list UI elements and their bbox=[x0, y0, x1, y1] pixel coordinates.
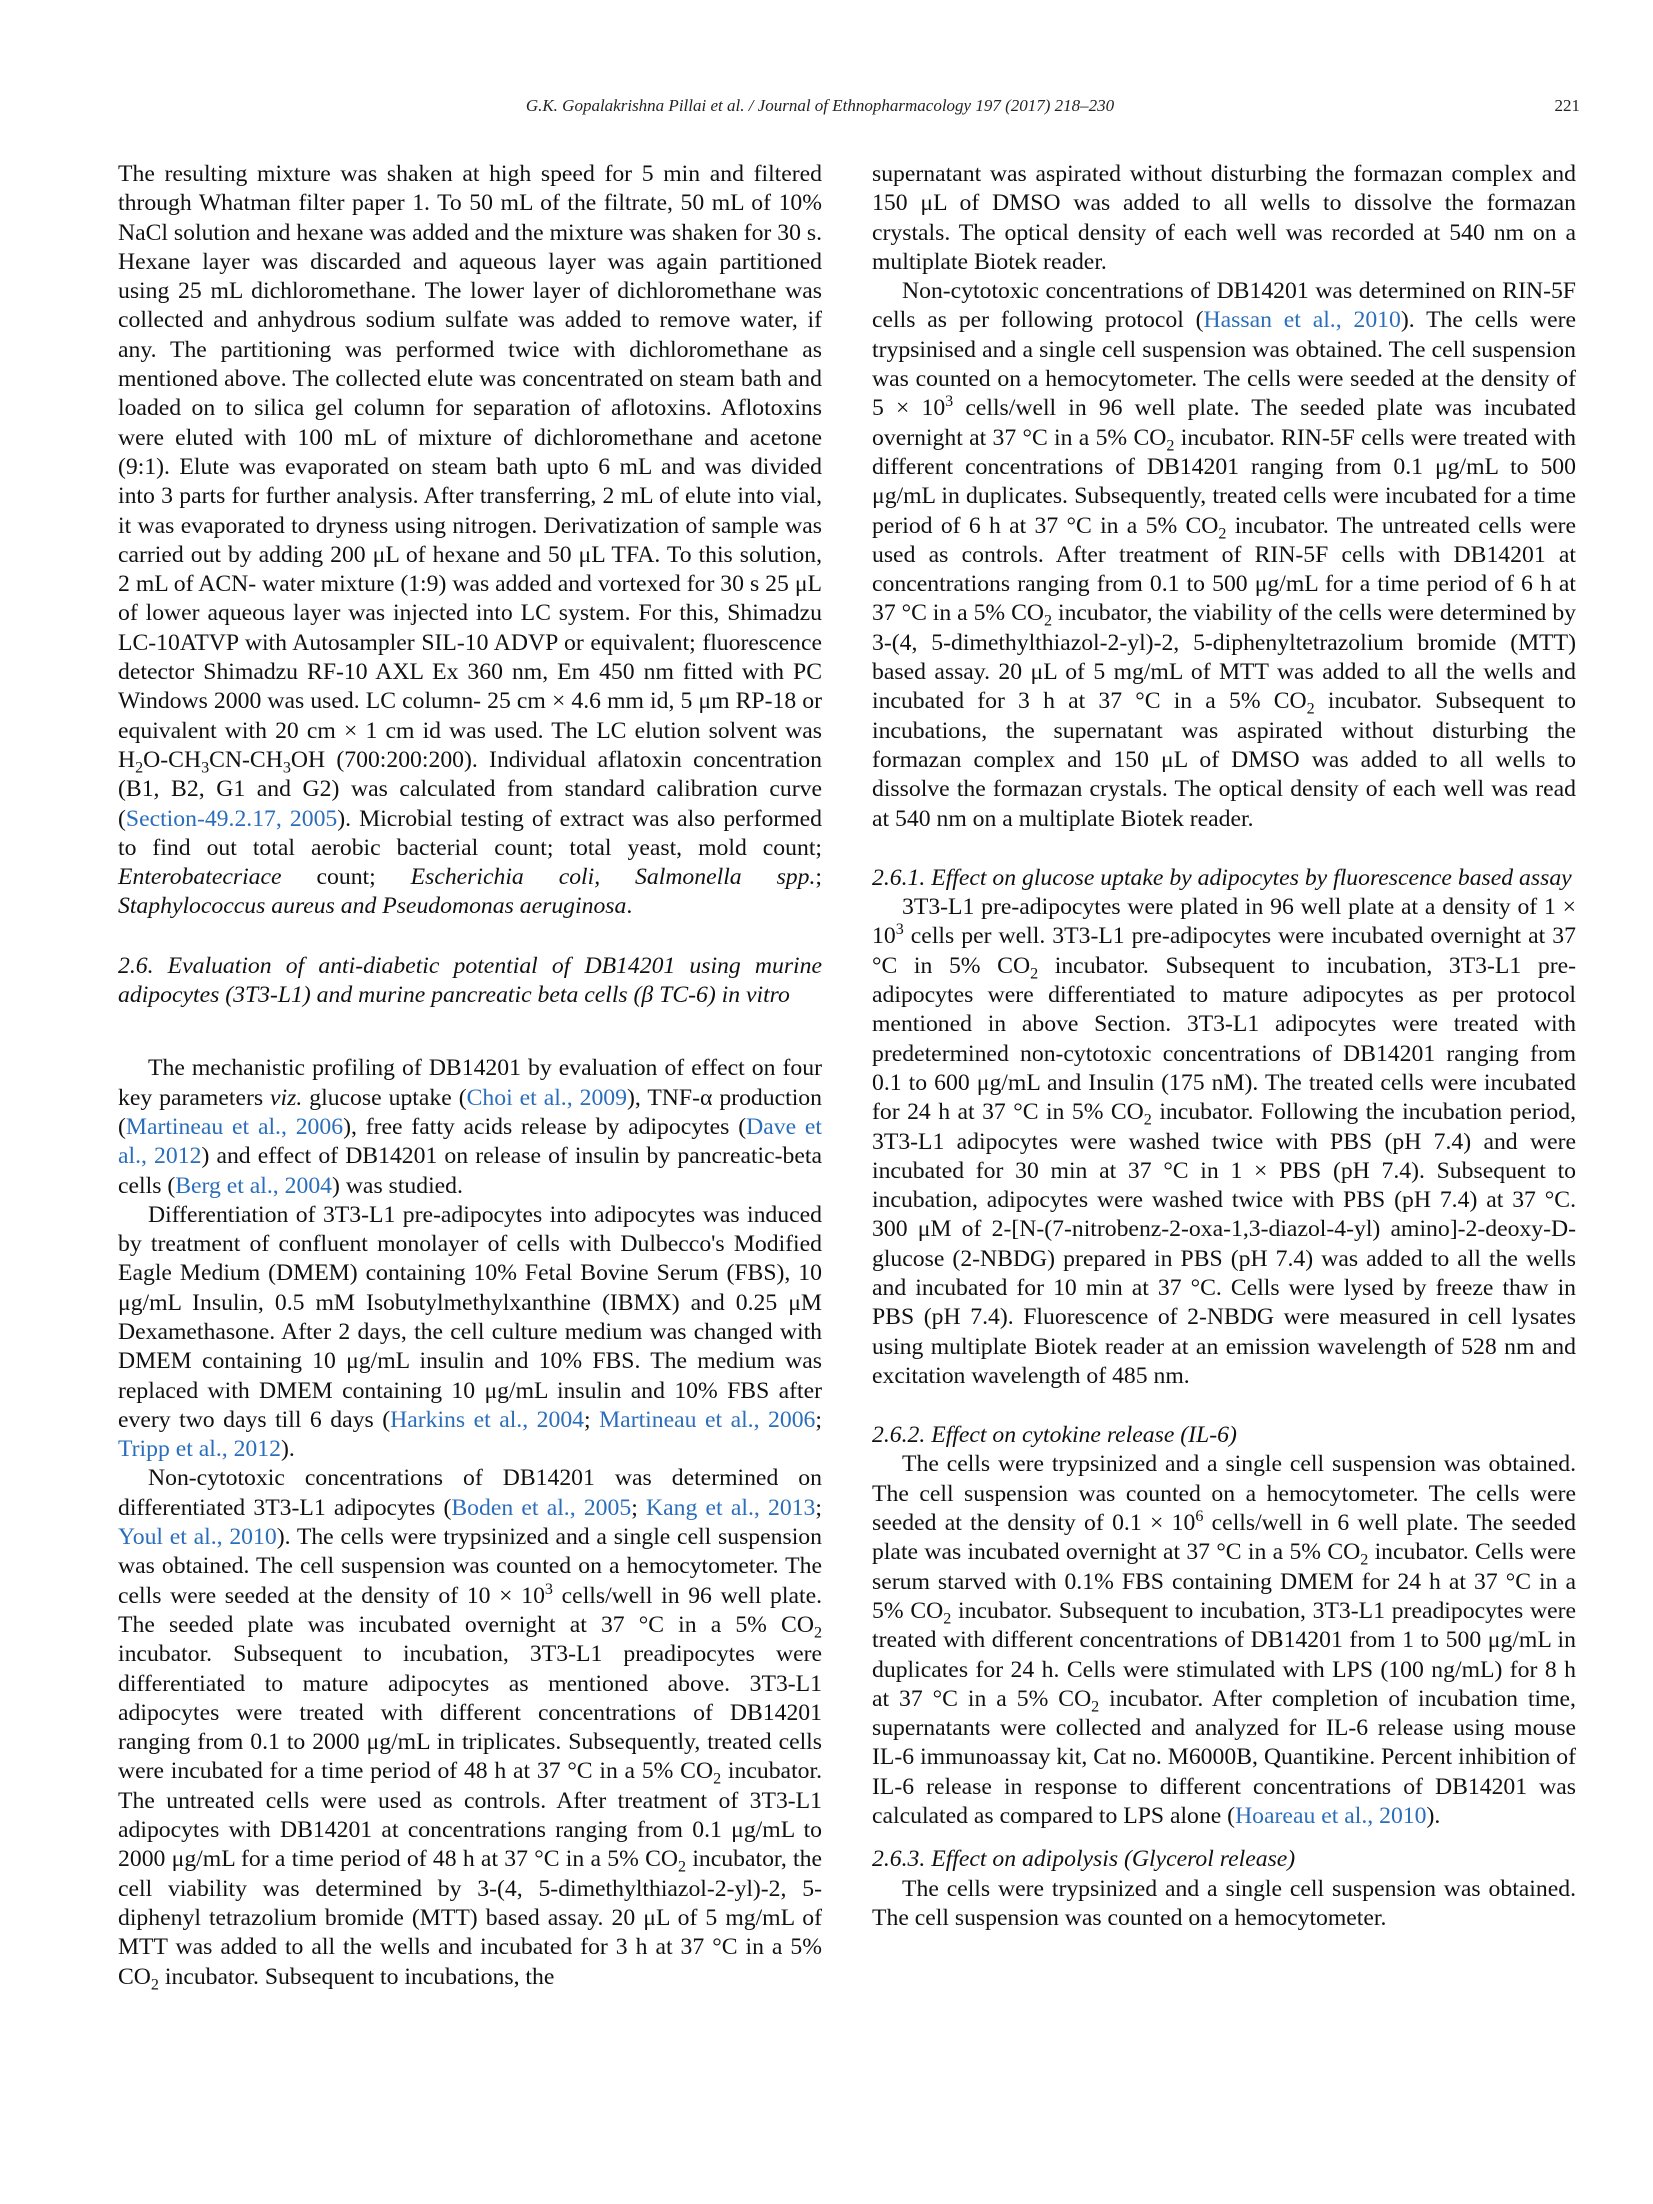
text-run: cells/well in 96 well plate. The seeded plate was incubated overnight at 37 °C in a 5% CO bbox=[872, 395, 1577, 451]
subscript: 2 bbox=[1218, 525, 1227, 543]
solvent-formula bbox=[118, 746, 326, 777]
text-run: ; bbox=[815, 864, 822, 891]
text-run: The resulting mixture was shaken at high speed for 5 min and filtered through Whatman filter paper 1. To 50 mL of the filtrate, 50 mL of 10% NaCl solution and hexane was added and the mixture was shaken for 30 s. Hexane layer was discarded and aqueous layer was again partitioned using 25 mL dichloromethane. The lower layer of dichloromethane was collected and anhydrous sodium sulfate was added to remove water, if any. The partitioning was performed twice with dichloromethane as mentioned above. The collected elute was concentrated on steam bath and loaded on to silica gel column for separation of aflotoxins. Aflotoxins were eluted with 100 mL of mixture of dichloromethane and acetone (9:1). Elute was evaporated on steam bath upto 6 mL and was divided into 3 parts for further analysis. After transferring, 2 mL of elute into vial, it was evaporated to dryness using nitrogen. Derivatization of sample was carried out by adding 200 μL of hexane and 50 μL TFA. To this solution, 2 mL of ACN- water mixture (1:9) was added and vortexed for 30 s 25 μL of lower aqueous layer was injected into LC system. For this, Shimadzu LC-10ATVP with Autosampler SIL-10 ADVP or equivalent; fluorescence detector Shimadzu RF-10 AXL Ex 360 nm, Em 450 nm fitted with PC Windows 2000 was used. LC column- 25 cm × 4.6 mm id, 5 μm RP-18 or equivalent with 20 cm × 1 cm id was used. The LC elution solvent was bbox=[118, 161, 822, 744]
page-number: 221 bbox=[1554, 96, 1580, 115]
text-run: ). Microbial testing of extract was also performed to find out total aerobic bacterial count; total yeast, mold count; bbox=[118, 805, 822, 861]
superscript: 3 bbox=[544, 1580, 553, 1598]
citation-link[interactable]: Martineau et al., 2006 bbox=[125, 1113, 344, 1140]
running-title: G.K. Gopalakrishna Pillai et al. / Journal of Ethnopharmacology 197 (2017) 218–230 bbox=[525, 96, 1115, 115]
text-run: incubator. The untreated cells were used as controls. After treatment of 3T3-L1 adipocytes with DB14201 at concentrations ranging from 0.1 μg/mL to 2000 μg/mL for a time period of 48 h at 37 °C in a 5% CO bbox=[118, 1758, 822, 1873]
text-run: cells per well. 3T3-L1 pre-adipocytes were incubated overnight at 37 °C in 5% CO bbox=[872, 923, 1576, 979]
subscript: 3 bbox=[282, 759, 291, 777]
text-run: incubator, the viability of the cells were determined by 3-(4, 5-dimethylthiazol-2-yl)-2, 5-diphenyltetrazolium bromide (MTT) based assay. 20 μL of 5 mg/mL of MTT was added to all the wells and incubated for 3 h at 37 °C in a 5% CO bbox=[872, 600, 1577, 715]
text-run: incubator. Subsequent to incubations, the supernatant was aspirated without disturbing the formazan complex and 150 μL of DMSO was added to all wells to dissolve the formazan crystals. The optical density of each well was read at 540 nm on a multiplate Biotek reader. bbox=[872, 688, 1576, 832]
text-run: ; bbox=[815, 1406, 822, 1433]
text-run: CN-CH bbox=[209, 746, 283, 773]
text-run: ; bbox=[815, 1494, 822, 1521]
text-run: count; bbox=[281, 864, 411, 891]
citation-link[interactable]: Section-49.2.17, 2005 bbox=[125, 805, 338, 832]
text-run: ). The cells were trypsinised and a single cell suspension was obtained. The cell suspension was counted on a hemocytometer. The cells were seeded at the density of 5 × 10 bbox=[872, 307, 1577, 422]
subscript: 2 bbox=[1091, 1698, 1100, 1716]
citation-link[interactable]: Hassan et al., 2010 bbox=[1203, 307, 1401, 334]
text-run: 3T3-L1 pre-adipocytes were plated in 96 well plate at a density of 1 × 10 bbox=[872, 894, 1576, 950]
italic-term: viz. bbox=[270, 1084, 303, 1111]
text-run: . bbox=[626, 893, 633, 920]
text-run: incubator. After completion of incubation time, supernatants were collected and analyzed for IL-6 release using mouse IL-6 immunoassay kit, Cat no. M6000B, Quantikine. Percent inhibition of IL-6 release in response to different concentrations of DB14201 was calculated as compared to LPS alone ( bbox=[872, 1685, 1576, 1830]
superscript: 6 bbox=[1195, 1508, 1204, 1526]
text-run: incubator, the cell viability was determined by 3-(4, 5-dimethylthiazol-2-yl)-2, 5-diphenyl tetrazolium bromide (MTT) based assay. 20 μL of 5 mg/mL of MTT was added to all the wells and incubated for 3 h at 37 °C in a 5% CO bbox=[118, 1846, 822, 1990]
text-run: incubator. Subsequent to incubation, 3T3-L1 preadipocytes were differentiated to mature adipocytes as mentioned above. 3T3-L1 adipocytes were treated with different concentrations of DB14201 ranging from 0.1 to 2000 μg/mL in triplicates. Subsequently, treated cells were incubated for a time period of 48 h at 37 °C in a 5% CO bbox=[118, 1641, 822, 1785]
text-run: ). The cells were trypsinized and a single cell suspension was obtained. The cell suspension was counted on a hemocytometer. The cells were seeded at the density of 10 × 10 bbox=[118, 1524, 822, 1609]
section-heading-2-6: 2.6. Evaluation of anti-diabetic potential of DB14201 using murine adipocytes (3T3-L1) and murine pancreatic beta cells (β TC-6) in vitro bbox=[118, 952, 822, 1009]
subscript: 2 bbox=[150, 1976, 159, 1994]
left-column bbox=[118, 160, 822, 1992]
superscript: 3 bbox=[945, 393, 954, 411]
paragraph-adipolysis: The cells were trypsinized and a single cell suspension was obtained. The cell suspension was counted on a hemocytometer. bbox=[872, 1875, 1576, 1931]
text-run: ; bbox=[584, 1406, 600, 1433]
citation-link[interactable]: Berg et al., 2004 bbox=[175, 1172, 333, 1199]
subscript: 2 bbox=[813, 1624, 822, 1642]
text-run: cells/well in 6 well plate. The seeded plate was incubated overnight at 37 °C in a 5% CO bbox=[872, 1510, 1577, 1566]
text-run: cells/well in 96 well plate. The seeded plate was incubated overnight at 37 °C in a 5% CO bbox=[118, 1582, 822, 1638]
text-run: glucose uptake ( bbox=[302, 1084, 467, 1111]
text-run: ). bbox=[280, 1436, 295, 1463]
right-column bbox=[872, 160, 1576, 1933]
subscript: 2 bbox=[1030, 965, 1039, 983]
text-run: Non-cytotoxic concentrations of DB14201 was determined on differentiated 3T3-L1 adipocytes ( bbox=[118, 1465, 822, 1521]
text-run: OH bbox=[290, 746, 326, 773]
citation-link[interactable]: Tripp et al., 2012 bbox=[118, 1436, 281, 1463]
text-run: incubator. Cells were serum starved with 0.1% FBS containing DMEM for 24 h at 37 °C in a 5% CO bbox=[872, 1539, 1576, 1624]
text-run: Differentiation of 3T3-L1 pre-adipocytes into adipocytes was induced by treatment of confluent monolayer of cells with Dulbecco's Modified Eagle Medium (DMEM) containing 10% Fetal Bovine Serum (FBS), 10 μg/mL Insulin, 0.5 mM Isobutylmethylxanthine (IBMX) and 0.25 μM Dexamethasone. After 2 days, the cell culture medium was changed with DMEM containing 10 μg/mL insulin and 10% FBS. The medium was replaced with DMEM containing 10 μg/mL insulin and 10% FBS after every two days till 6 days ( bbox=[118, 1201, 822, 1433]
citation-link[interactable]: Boden et al., 2005 bbox=[451, 1494, 632, 1521]
superscript: 3 bbox=[895, 921, 904, 939]
paragraph-differentiation bbox=[118, 1201, 822, 1465]
text-run: ), free fatty acids release by adipocytes ( bbox=[343, 1113, 747, 1140]
subscript: 2 bbox=[1143, 1111, 1152, 1129]
subscript: 2 bbox=[135, 759, 144, 777]
citation-link[interactable]: Hoareau et al., 2010 bbox=[1235, 1803, 1427, 1830]
paragraph-mechanistic-profiling bbox=[118, 1054, 822, 1200]
section-heading-2-6-2: 2.6.2. Effect on cytokine release (IL-6) bbox=[872, 1422, 1237, 1449]
subscript: 2 bbox=[1166, 437, 1175, 455]
paragraph-supernatant: supernatant was aspirated without disturbing the formazan complex and 150 μL of DMSO was added to all wells to dissolve the formazan crystals. The optical density of each well was recorded at 540 nm on a multiplate Biotek reader. bbox=[872, 161, 1576, 275]
text-run: The cells were trypsinized and a single cell suspension was obtained. The cell suspension was counted on a hemocytometer. The cells were seeded at the density of 0.1 × 10 bbox=[872, 1451, 1576, 1537]
text-run: H bbox=[118, 746, 136, 773]
italic-term: Staphylococcus aureus and Pseudomonas aeruginosa bbox=[118, 893, 627, 920]
subscript: 2 bbox=[1306, 701, 1315, 719]
citation-link[interactable]: Youl et al., 2010 bbox=[118, 1524, 277, 1551]
text-run: incubator. Subsequent to incubations, the bbox=[158, 1963, 555, 1990]
paragraph-noncytotoxic-rin5f bbox=[872, 277, 1576, 834]
text-run: incubator. Following the incubation period, 3T3-L1 adipocytes were washed twice with PBS (pH 7.4) and were incubated for 30 min at 37 °C in 1 × PBS (pH 7.4). Subsequent to incubation, adipocytes were washed twice with PBS (pH 7.4) at 37 °C. 300 μM of 2-[N-(7-nitrobenz-2-oxa-1,3-diazol-4-yl) amino]-2-deoxy-D-glucose (2-NBDG) prepared in PBS (pH 7.4) was added to all the wells and incubated for 10 min at 37 °C. Cells were lysed by freeze thaw in PBS (pH 7.4). Fluorescence of 2-NBDG were measured in cell lysates using multiplate Biotek reader at an emission wavelength of 528 nm and excitation wavelength of 485 nm. bbox=[872, 1099, 1576, 1389]
section-heading-2-6-1: 2.6.1. Effect on glucose uptake by adipocytes by fluorescence based assay bbox=[872, 864, 1572, 891]
subscript: 3 bbox=[201, 759, 210, 777]
text-run: ; bbox=[631, 1494, 647, 1521]
subscript: 2 bbox=[1044, 613, 1053, 631]
citation-link[interactable]: Dave et al., 2012 bbox=[118, 1113, 822, 1170]
italic-term: Escherichia coli, Salmonella spp. bbox=[410, 864, 816, 891]
text-run: ), TNF-α production ( bbox=[118, 1084, 822, 1140]
subscript: 2 bbox=[943, 1610, 952, 1628]
subscript: 2 bbox=[678, 1859, 687, 1877]
text-run: (700:200:200). Individual aflatoxin concentration (B1, B2, G1 and G2) was calculated from standard calibration curve ( bbox=[118, 746, 822, 832]
text-run: incubator. Subsequent to incubation, 3T3-L1 pre-adipocytes were differentiated to mature adipocytes as per protocol mentioned in above Section. 3T3-L1 adipocytes were treated with predetermined non-cytotoxic concentrations of DB14201 ranging from 0.1 to 600 μg/mL and Insulin (175 nM). The treated cells were incubated for 24 h at 37 °C in 5% CO bbox=[872, 952, 1576, 1126]
text-run: incubator. The untreated cells were used as controls. After treatment of RIN-5F cells with DB14201 at concentrations ranging from 0.1 to 500 μg/mL for a time period of 6 h at 37 °C in a 5% CO bbox=[872, 512, 1576, 627]
subscript: 2 bbox=[1360, 1552, 1369, 1570]
italic-term: Enterobatecriace bbox=[118, 864, 282, 891]
text-run: incubator. RIN-5F cells were treated with different concentrations of DB14201 ranging from 0.1 μg/mL to 500 μg/mL in duplicates. Subsequently, treated cells were incubated for a time period of 6 h at 37 °C in a 5% CO bbox=[872, 424, 1576, 539]
text-run: Non-cytotoxic concentrations of DB14201 was determined on RIN-5F cells as per following protocol ( bbox=[872, 278, 1576, 334]
citation-link[interactable]: Kang et al., 2013 bbox=[646, 1494, 816, 1521]
text-run: The mechanistic profiling of DB14201 by evaluation of effect on four key parameters bbox=[118, 1055, 822, 1111]
citation-link[interactable]: Harkins et al., 2004 bbox=[390, 1406, 585, 1433]
citation-link[interactable]: Martineau et al., 2006 bbox=[599, 1406, 816, 1433]
text-run: incubator. Subsequent to incubation, 3T3-L1 preadipocytes were treated with different concentrations of DB14201 from 1 to 500 μg/mL in duplicates for 24 h. Cells were stimulated with LPS (100 ng/mL) for 8 h at 37 °C in a 5% CO bbox=[872, 1597, 1577, 1712]
text-run: ) and effect of DB14201 on release of insulin by pancreatic-beta cells ( bbox=[118, 1143, 822, 1199]
paragraph-aflatoxin-analysis bbox=[118, 160, 822, 922]
paragraph-glucose-uptake bbox=[872, 893, 1576, 1391]
paragraph-cytokine-release bbox=[872, 1450, 1576, 1831]
citation-link[interactable]: Choi et al., 2009 bbox=[466, 1084, 627, 1111]
text-run: O-CH bbox=[143, 746, 202, 773]
text-run: ) was studied. bbox=[332, 1172, 463, 1199]
section-heading-2-6-3: 2.6.3. Effect on adipolysis (Glycerol release) bbox=[872, 1846, 1296, 1873]
subscript: 2 bbox=[713, 1771, 722, 1789]
paragraph-noncytotoxic-3t3 bbox=[118, 1464, 822, 1994]
text-run: ). bbox=[1426, 1803, 1441, 1830]
